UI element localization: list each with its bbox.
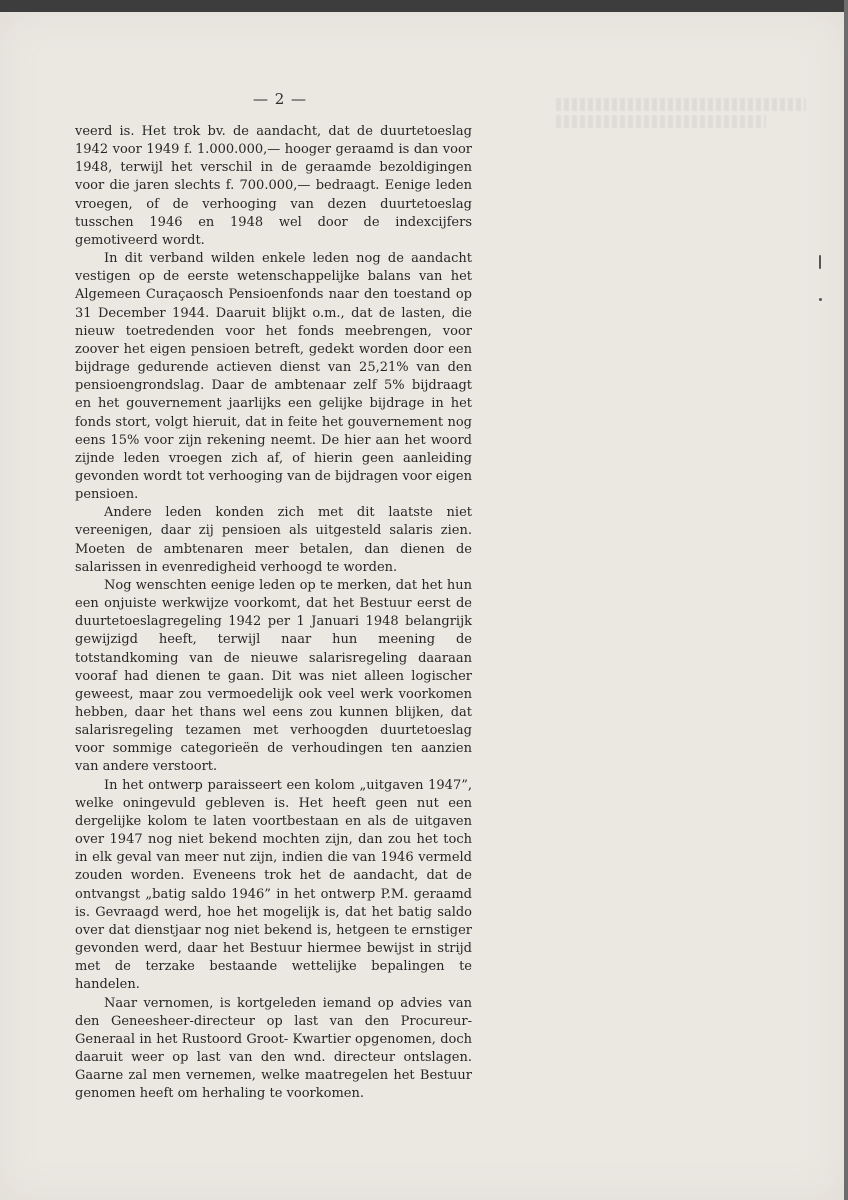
paragraph: Andere leden konden zich met dit laatste niet vereenigen, daar zij pensioen als uitgesteld salaris zien. Moeten de ambtenaren meer betalen, dan dienen de salarissen in evenredigheid verhoogd te worden. bbox=[75, 505, 472, 575]
page-number: — 2 — bbox=[252, 90, 308, 108]
paragraph: In het ontwerp paraisseert een kolom „uitgaven 1947”, welke oningevuld gebleven is. Het heeft geen nut een dergelijke kolom te laten voortbestaan en als de uitgaven over 1947 nog niet bekend mochten zijn, dan zou het toch in elk geval van meer nut zijn, indien die van 1946 vermeld zouden worden. Eveneens trok het de aandacht, dat de ontvangst „batig saldo 1946” in het ontwerp P.M. geraamd is. Gevraagd werd, hoe het mogelijk is, dat het batig saldo over dat dienstjaar nog niet bekend is, hetgeen te ernstiger gevonden werd, daar het Bestuur hiermee bewijst in strijd met de terzake bestaande wettelijke bepalingen te handelen. bbox=[75, 777, 472, 993]
paragraph: Nog wenschten eenige leden op te merken, dat het hun een onjuiste werkwijze voorkomt, dat het Bestuur eerst de duurtetoeslagregeling 1942 per 1 Januari 1948 belangrijk gewijzigd heeft, terwijl naar hun meening de totstandkoming van de nieuwe salarisregeling daaraan vooraf had dienen te gaan. Dit was niet alleen logischer geweest, maar zou vermoedelijk ook veel werk voorkomen hebben, daar het thans wel eens zou kunnen blijken, dat salarisregeling tezamen met verhoogden duurtetoeslag voor sommige categorieën de verhoudingen ten aanzien van andere verstoort. bbox=[75, 577, 472, 775]
paragraph: Naar vernomen, is kortgeleden iemand op advies van den Geneesheer-directeur op last van den Procureur-Generaal in het Rustoord Groot- Kwartier opgenomen, doch daaruit weer op last van den wnd. directeur ontslagen. Gaarne zal men vernemen, welke maatregelen het Bestuur genomen heeft om herhaling te voorkomen. bbox=[75, 995, 472, 1102]
paragraph: In dit verband wilden enkele leden nog de aandacht vestigen op de eerste wetenschappelijke balans van het Algemeen Curaçaosch Pensioenfonds naar den toestand op 31 December 1944. Daaruit blijkt o.m., dat de lasten, die nieuw toetredenden voor het fonds meebrengen, voor zoover het eigen pensioen betreft, gedekt worden door een bijdrage gedurende actieven dienst van 25,21% van den pensioengrondslag. Daar de ambtenaar zelf 5% bijdraagt en het gouvernement jaarlijks een gelijke bijdrage in het fonds stort, volgt hieruit, dat in feite het gouvernement nog eens 15% voor zijn rekening neemt. De hier aan het woord zijnde leden vroegen zich af, of hierin geen aanleiding gevonden wordt tot verhooging van de bijdragen voor eigen pensioen. bbox=[75, 251, 472, 503]
show-through-text bbox=[556, 98, 826, 138]
body-text bbox=[75, 123, 472, 1103]
scan-border-right bbox=[844, 0, 848, 1200]
paragraph: veerd is. Het trok bv. de aandacht, dat de duurtetoeslag 1942 voor 1949 f. 1.000.000,— hooger geraamd is dan voor 1948, terwijl het verschil in de geraamde bezoldigingen voor die jaren slechts f. 700.000,— bedraagt. Eenige leden vroegen, of de verhooging van dezen duurtetoeslag tusschen 1946 en 1948 wel door de indexcijfers gemotiveerd wordt. bbox=[75, 124, 472, 248]
paper-speck bbox=[819, 298, 822, 301]
scan-border-top bbox=[0, 0, 848, 12]
paper-speck bbox=[819, 255, 821, 269]
